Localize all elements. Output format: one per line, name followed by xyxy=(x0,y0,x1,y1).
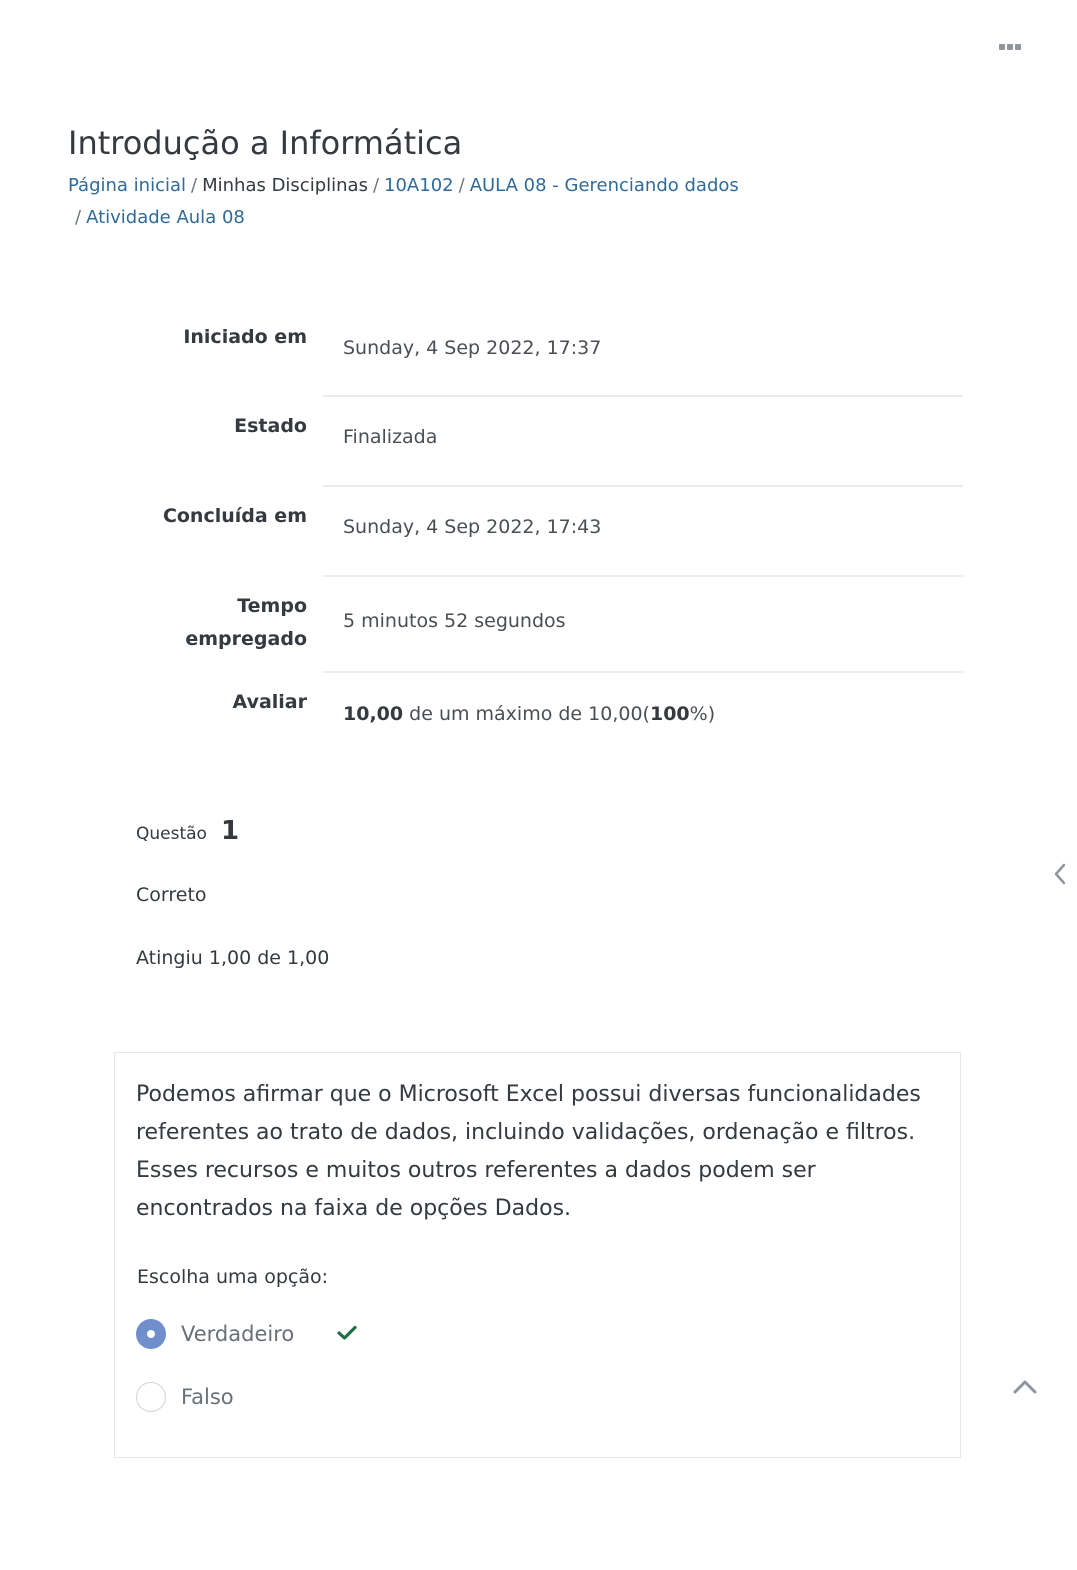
grade-suffix: %) xyxy=(689,703,716,725)
time-label xyxy=(185,590,307,656)
question-text: Podemos afirmar que o Microsoft Excel possui diversas funcionalidades referentes ao trato de dados, incluindo validações, ordenação e filtros. Esses recursos e muitos outros referentes a dados podem ser encontrados na faixa de opções Dados. xyxy=(136,1082,921,1221)
state-value: Finalizada xyxy=(343,426,438,448)
grade-label: Avaliar xyxy=(232,691,307,713)
breadcrumb-separator: / xyxy=(372,175,380,196)
grade-score: 10,00 xyxy=(343,703,404,725)
answer-prompt: Escolha uma opção: xyxy=(137,1266,329,1288)
breadcrumb-separator: / xyxy=(458,175,465,196)
ellipsis-icon[interactable] xyxy=(999,44,1025,56)
divider xyxy=(323,671,963,673)
page-title: Introdução a Informática xyxy=(68,124,463,162)
completed-label: Concluída em xyxy=(162,505,307,527)
time-label-line1: Tempo xyxy=(237,595,307,617)
radio-selected[interactable] xyxy=(136,1319,166,1349)
breadcrumb-course[interactable]: 10A102 xyxy=(384,175,454,196)
question-grade: Atingiu 1,00 de 1,00 xyxy=(136,947,330,969)
grade-value xyxy=(343,703,715,725)
time-value: 5 minutos 52 segundos xyxy=(343,610,566,632)
breadcrumb-activity[interactable]: Atividade Aula 08 xyxy=(86,207,245,228)
chevron-up-icon[interactable] xyxy=(1012,1377,1038,1395)
grade-text: de um máximo de 10,00( xyxy=(403,703,650,725)
question-number: 1 xyxy=(221,816,240,846)
divider xyxy=(323,575,963,577)
question-label: Questão xyxy=(136,824,207,844)
breadcrumb xyxy=(68,170,838,234)
grade-percent: 100 xyxy=(649,703,690,725)
started-label: Iniciado em xyxy=(183,326,307,348)
breadcrumb-separator: / xyxy=(75,207,82,228)
chevron-left-icon[interactable] xyxy=(1052,862,1068,886)
check-icon xyxy=(337,1325,357,1341)
breadcrumb-home[interactable]: Página inicial xyxy=(68,175,187,196)
option-label: Verdadeiro xyxy=(181,1322,295,1346)
question-state: Correto xyxy=(136,884,207,906)
divider xyxy=(323,395,963,397)
time-label-line2: empregado xyxy=(185,628,307,650)
state-label: Estado xyxy=(234,415,307,437)
option-label: Falso xyxy=(181,1385,234,1409)
breadcrumb-separator: / xyxy=(191,175,198,196)
radio-unselected[interactable] xyxy=(136,1382,166,1412)
divider xyxy=(323,485,963,487)
breadcrumb-section[interactable]: AULA 08 - Gerenciando dados xyxy=(469,175,739,196)
completed-value: Sunday, 4 Sep 2022, 17:43 xyxy=(343,516,602,538)
breadcrumb-my-courses: Minhas Disciplinas xyxy=(202,175,368,196)
started-value: Sunday, 4 Sep 2022, 17:37 xyxy=(343,337,602,359)
